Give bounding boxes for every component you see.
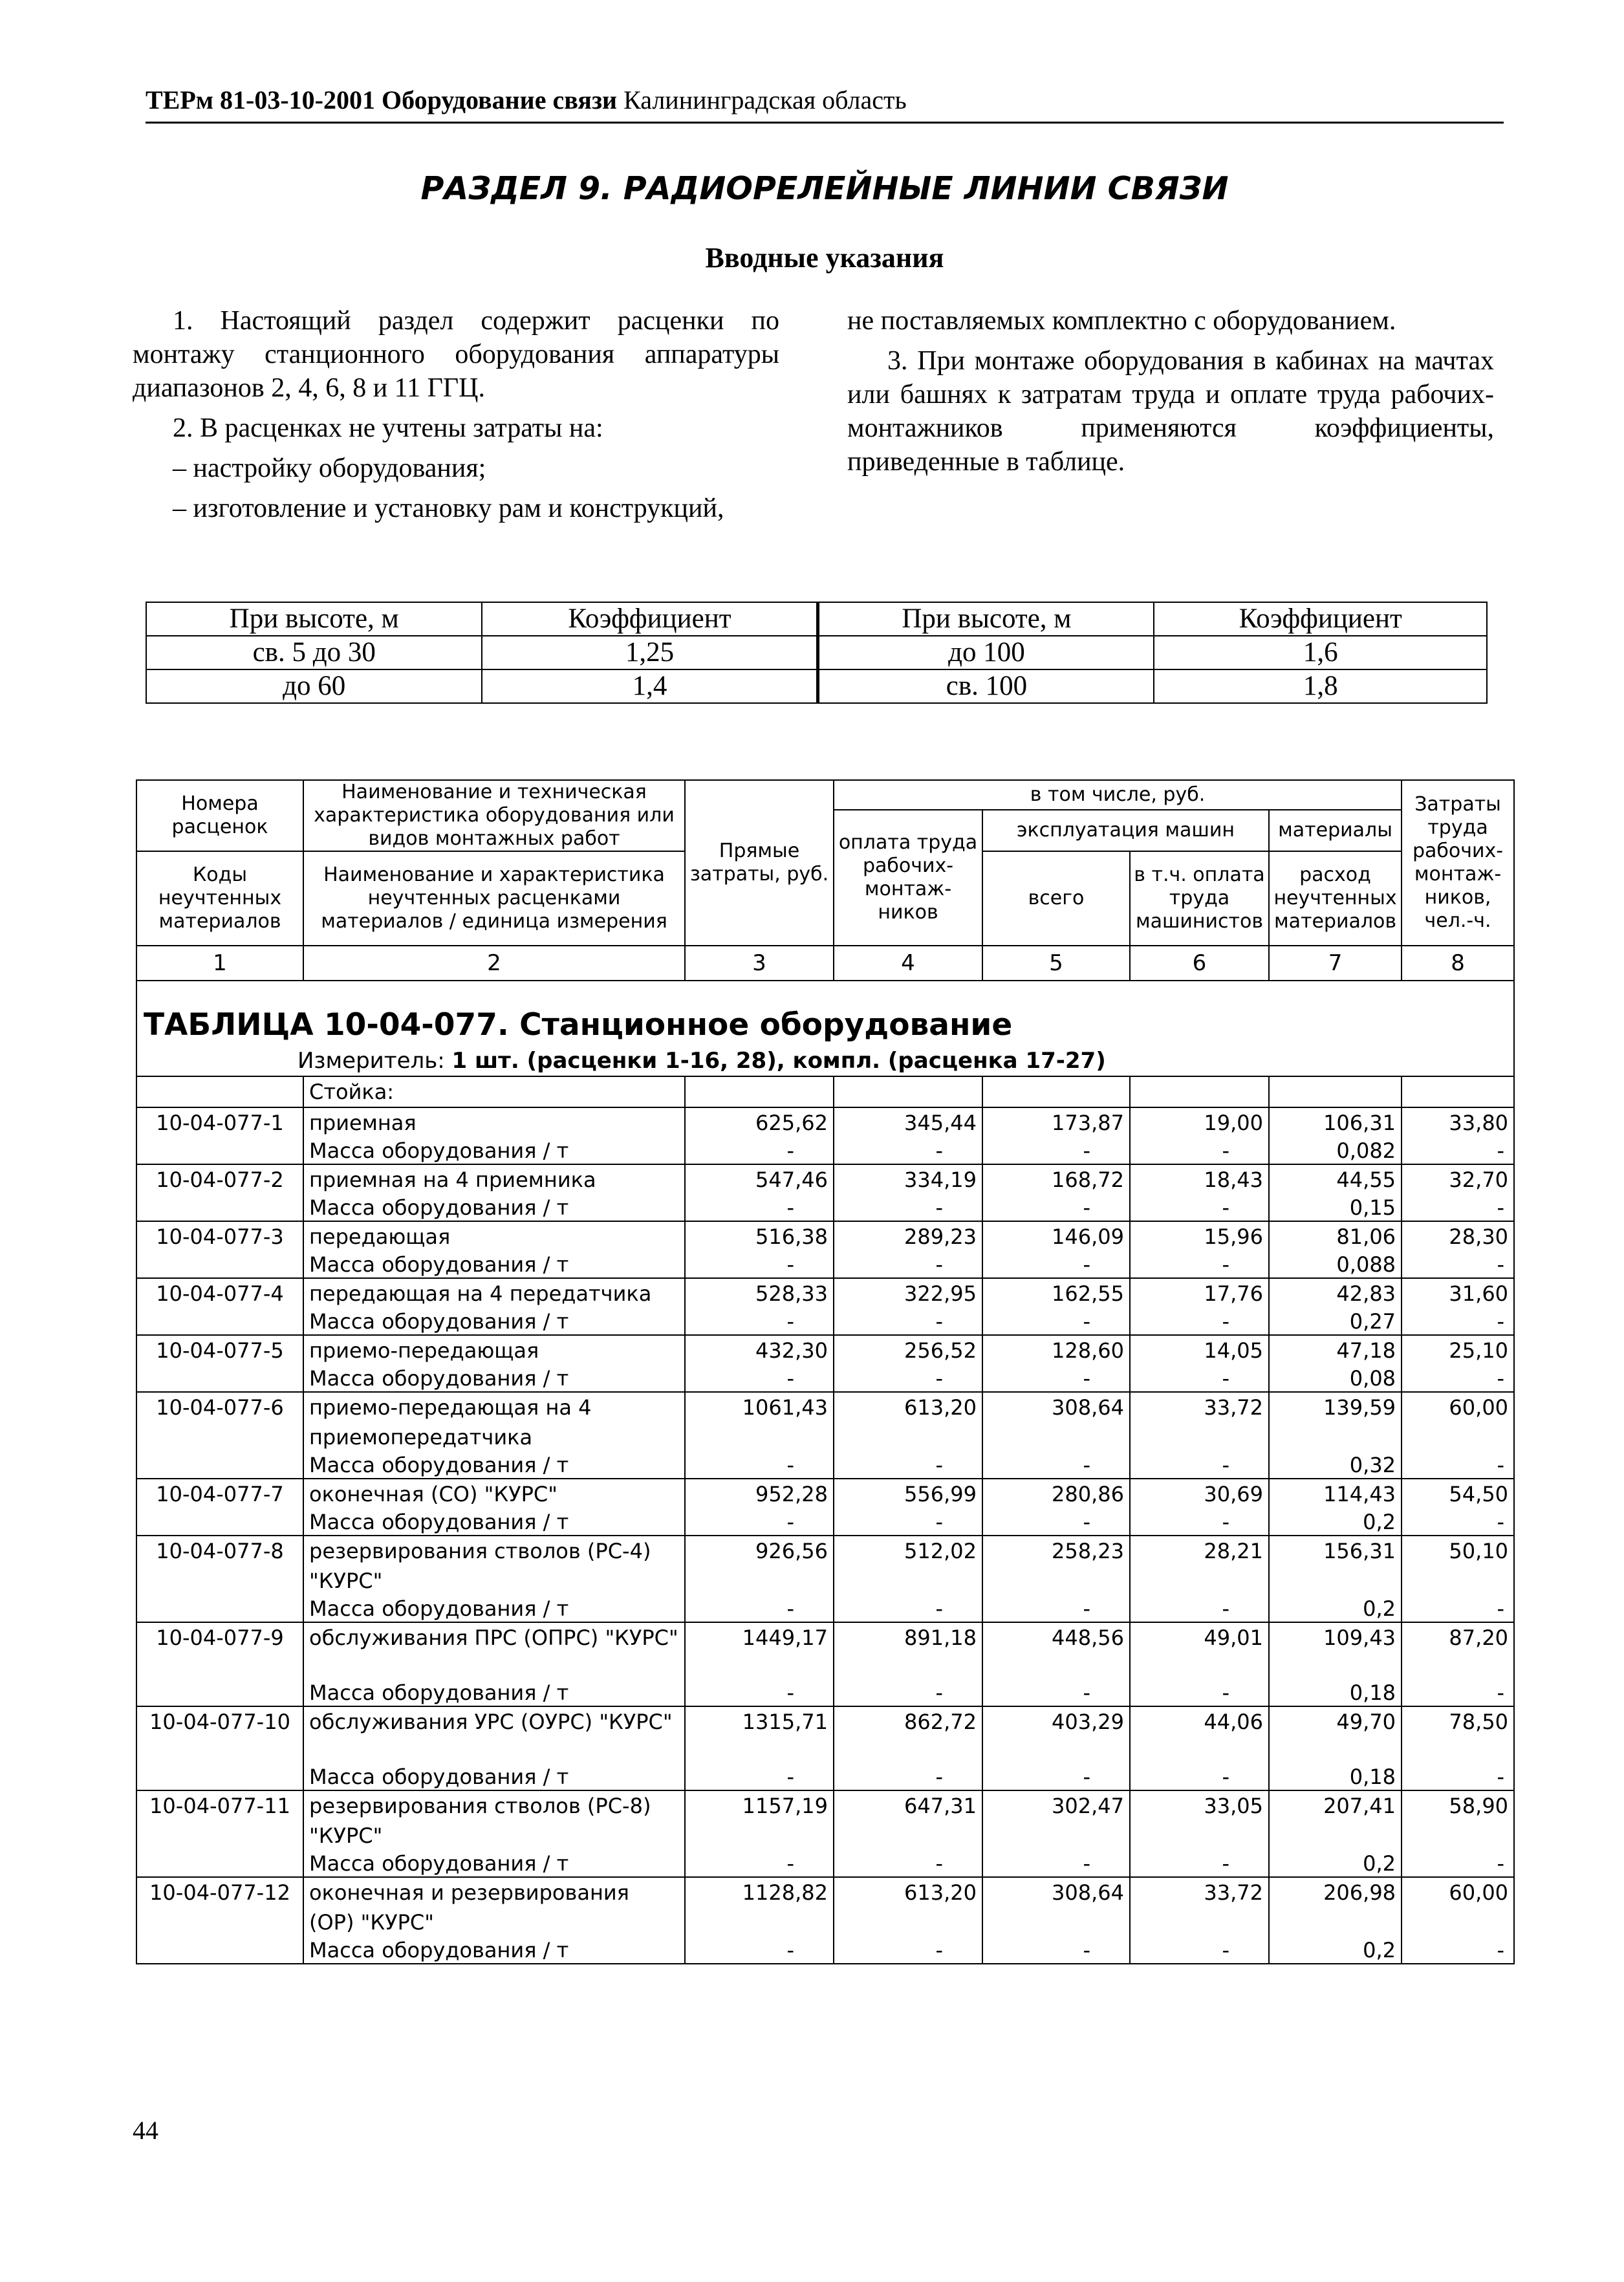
intro-paragraph-4: – изготовление и установку рам и конструкций,	[173, 494, 724, 523]
rate-labor: 50,10	[1402, 1536, 1514, 1596]
dash-cell: -	[1402, 1764, 1514, 1790]
rate-name: оконечная и резервирования (ОР) "КУРС"	[303, 1877, 685, 1937]
empty-cell	[136, 1764, 303, 1790]
header-codes: Коды неучтенных материалов	[136, 851, 303, 946]
rate-labor-pay: 256,52	[834, 1335, 982, 1365]
rate-machines: 162,55	[982, 1278, 1130, 1309]
mass-row	[136, 1309, 1514, 1335]
coefficient-table	[146, 602, 1488, 704]
empty-cell	[1269, 1076, 1402, 1107]
intro-paragraph-6: 3. При монтаже оборудования в кабинах на мачтах или башнях к затратам труда и оплате труда рабочих-монтажников применяются коэффициенты, приведенные в таблице.	[847, 346, 1494, 477]
intro-right-column	[847, 304, 1494, 479]
table-row	[136, 1706, 1514, 1764]
mass-label: Масса оборудования / т	[303, 1252, 685, 1278]
coef-header: Коэффициент	[1154, 602, 1487, 636]
measure-label: Измеритель:	[298, 1048, 445, 1074]
rate-machines: 308,64	[982, 1392, 1130, 1452]
coef-header: При высоте, м	[146, 602, 482, 636]
rate-direct: 1315,71	[685, 1706, 834, 1764]
rate-name: оконечная (СО) "КУРС"	[303, 1479, 685, 1509]
rate-name: обслуживания ПРС (ОПРС) "КУРС"	[303, 1622, 685, 1680]
dash-cell: -	[1130, 1195, 1269, 1221]
table-row	[136, 1107, 1514, 1138]
rate-direct: 1157,19	[685, 1790, 834, 1851]
coef-cell: 1,4	[482, 669, 818, 703]
header-direct: Прямые затраты, руб.	[685, 780, 834, 946]
header-labor: Затраты труда рабочих-монтаж-ников, чел.-ч.	[1402, 780, 1514, 946]
rate-labor: 87,20	[1402, 1622, 1514, 1680]
dash-cell: -	[1130, 1509, 1269, 1536]
rate-machinists: 17,76	[1130, 1278, 1269, 1309]
rate-code: 10-04-077-9	[136, 1622, 303, 1680]
rate-mass: 0,15	[1269, 1195, 1402, 1221]
header-subject: Оборудование связи	[382, 85, 618, 114]
rate-labor-pay: 322,95	[834, 1278, 982, 1309]
dash-cell: -	[982, 1596, 1130, 1622]
header-region: Калининградская область	[623, 85, 907, 114]
mass-label: Масса оборудования / т	[303, 1365, 685, 1392]
rate-mass: 0,2	[1269, 1509, 1402, 1536]
mass-row	[136, 1596, 1514, 1622]
empty-cell	[136, 1309, 303, 1335]
empty-cell	[136, 1851, 303, 1877]
rate-code: 10-04-077-3	[136, 1221, 303, 1252]
rate-materials: 44,55	[1269, 1164, 1402, 1195]
intro-paragraph-5: не поставляемых комплектно с оборудованием.	[847, 306, 1396, 336]
rate-labor: 60,00	[1402, 1877, 1514, 1937]
table-title: ТАБЛИЦА 10-04-077. Станционное оборудование	[144, 1007, 1013, 1043]
rate-code: 10-04-077-6	[136, 1392, 303, 1452]
table-row	[136, 1164, 1514, 1195]
rate-direct: 1449,17	[685, 1622, 834, 1680]
intro-paragraph-3: – настройку оборудования;	[173, 453, 486, 483]
dash-cell: -	[1130, 1851, 1269, 1877]
rate-name: приемная	[303, 1107, 685, 1138]
rate-labor-pay: 512,02	[834, 1536, 982, 1596]
dash-cell: -	[982, 1851, 1130, 1877]
dash-cell: -	[1130, 1452, 1269, 1479]
rate-labor: 33,80	[1402, 1107, 1514, 1138]
header-row	[136, 780, 1514, 810]
rate-materials: 156,31	[1269, 1536, 1402, 1596]
rate-labor: 58,90	[1402, 1790, 1514, 1851]
intro-paragraph-1: 1. Настоящий раздел содержит расценки по монтажу станционного оборудования аппаратуры диапазонов 2, 4, 6, 8 и 11 ГГЦ.	[133, 306, 779, 403]
group-label: Стойка:	[303, 1076, 685, 1107]
rate-labor-pay: 334,19	[834, 1164, 982, 1195]
dash-cell: -	[982, 1452, 1130, 1479]
dash-cell: -	[685, 1596, 834, 1622]
empty-cell	[136, 1195, 303, 1221]
empty-cell	[1402, 1076, 1514, 1107]
dash-cell: -	[834, 1252, 982, 1278]
running-header	[146, 84, 1504, 124]
rate-name: обслуживания УРС (ОУРС) "КУРС"	[303, 1706, 685, 1764]
dash-cell: -	[685, 1764, 834, 1790]
mass-label: Масса оборудования / т	[303, 1680, 685, 1706]
rate-materials: 47,18	[1269, 1335, 1402, 1365]
rate-direct: 516,38	[685, 1221, 834, 1252]
dash-cell: -	[1402, 1195, 1514, 1221]
rate-direct: 625,62	[685, 1107, 834, 1138]
rates-table-body	[136, 1107, 1514, 1964]
header-number: Номера расценок	[136, 780, 303, 851]
dash-cell: -	[1402, 1596, 1514, 1622]
column-number: 7	[1269, 946, 1402, 981]
dash-cell: -	[1402, 1138, 1514, 1164]
rate-mass: 0,082	[1269, 1138, 1402, 1164]
measure-value: 1 шт. (расценки 1-16, 28), компл. (расценка 17-27)	[451, 1048, 1106, 1074]
rate-machinists: 33,05	[1130, 1790, 1269, 1851]
rate-direct: 528,33	[685, 1278, 834, 1309]
rate-machinists: 28,21	[1130, 1536, 1269, 1596]
dash-cell: -	[1402, 1937, 1514, 1964]
mass-label: Масса оборудования / т	[303, 1452, 685, 1479]
coef-header: При высоте, м	[818, 602, 1154, 636]
mass-row	[136, 1764, 1514, 1790]
column-number: 3	[685, 946, 834, 981]
rate-machines: 448,56	[982, 1622, 1130, 1680]
page-number: 44	[133, 2116, 158, 2145]
dash-cell: -	[685, 1509, 834, 1536]
dash-cell: -	[685, 1309, 834, 1335]
rate-machinists: 33,72	[1130, 1392, 1269, 1452]
empty-cell	[136, 1252, 303, 1278]
rate-machines: 280,86	[982, 1479, 1130, 1509]
dash-cell: -	[685, 1252, 834, 1278]
section-title: РАЗДЕЛ 9. РАДИОРЕЛЕЙНЫЕ ЛИНИИ СВЯЗИ	[420, 170, 1229, 207]
rate-machinists: 15,96	[1130, 1221, 1269, 1252]
coef-cell: 1,8	[1154, 669, 1487, 703]
column-number: 6	[1130, 946, 1269, 981]
rate-materials: 207,41	[1269, 1790, 1402, 1851]
empty-cell	[136, 1937, 303, 1964]
header-materials-sub: расход неучтенных материалов	[1269, 851, 1402, 946]
table-row	[136, 1479, 1514, 1509]
rate-direct: 547,46	[685, 1164, 834, 1195]
table-row	[136, 1790, 1514, 1851]
rate-machines: 258,23	[982, 1536, 1130, 1596]
rate-machines: 173,87	[982, 1107, 1130, 1138]
coef-cell: 1,6	[1154, 636, 1487, 669]
mass-label: Масса оборудования / т	[303, 1195, 685, 1221]
dash-cell: -	[982, 1680, 1130, 1706]
header-name: Наименование и техническая характеристика оборудования или видов монтажных работ	[303, 780, 685, 851]
empty-cell	[982, 1076, 1130, 1107]
rate-labor: 31,60	[1402, 1278, 1514, 1309]
rate-machines: 302,47	[982, 1790, 1130, 1851]
rate-materials: 114,43	[1269, 1479, 1402, 1509]
empty-cell	[834, 1076, 982, 1107]
rate-name: приемо-передающая	[303, 1335, 685, 1365]
dash-cell: -	[834, 1680, 982, 1706]
dash-cell: -	[1130, 1252, 1269, 1278]
column-number: 4	[834, 946, 982, 981]
table-row	[136, 1392, 1514, 1452]
column-number: 5	[982, 946, 1130, 981]
intro-title: Вводные указания	[705, 242, 944, 274]
dash-cell: -	[834, 1937, 982, 1964]
dash-cell: -	[834, 1195, 982, 1221]
rate-name: приемная на 4 приемника	[303, 1164, 685, 1195]
rate-direct: 1061,43	[685, 1392, 834, 1452]
mass-row	[136, 1138, 1514, 1164]
intro-left-column	[133, 304, 779, 525]
dash-cell: -	[834, 1596, 982, 1622]
dash-cell: -	[834, 1452, 982, 1479]
dash-cell: -	[685, 1452, 834, 1479]
rate-direct: 926,56	[685, 1536, 834, 1596]
header-machinists: в т.ч. оплата труда машинистов	[1130, 851, 1269, 946]
dash-cell: -	[982, 1509, 1130, 1536]
coef-header-row	[146, 602, 1487, 636]
dash-cell: -	[834, 1764, 982, 1790]
header-materials: материалы	[1269, 810, 1402, 851]
mass-label: Масса оборудования / т	[303, 1309, 685, 1335]
rate-code: 10-04-077-1	[136, 1107, 303, 1138]
dash-cell: -	[1402, 1509, 1514, 1536]
dash-cell: -	[982, 1365, 1130, 1392]
dash-cell: -	[982, 1937, 1130, 1964]
column-number: 8	[1402, 946, 1514, 981]
dash-cell: -	[685, 1138, 834, 1164]
rate-labor-pay: 345,44	[834, 1107, 982, 1138]
rate-machinists: 49,01	[1130, 1622, 1269, 1680]
table-row	[136, 1536, 1514, 1596]
mass-row	[136, 1509, 1514, 1536]
rate-labor-pay: 891,18	[834, 1622, 982, 1680]
rate-machinists: 44,06	[1130, 1706, 1269, 1764]
rate-labor: 28,30	[1402, 1221, 1514, 1252]
mass-row	[136, 1452, 1514, 1479]
table-measure	[137, 1046, 1513, 1076]
table-row	[136, 1622, 1514, 1680]
header-including: в том числе, руб.	[834, 780, 1402, 810]
mass-row	[136, 1851, 1514, 1877]
rate-code: 10-04-077-11	[136, 1790, 303, 1851]
rate-name: приемо-передающая на 4 приемопередатчика	[303, 1392, 685, 1452]
rate-name: передающая на 4 передатчика	[303, 1278, 685, 1309]
empty-cell	[136, 1680, 303, 1706]
rate-labor-pay: 289,23	[834, 1221, 982, 1252]
mass-row	[136, 1937, 1514, 1964]
rate-mass: 0,088	[1269, 1252, 1402, 1278]
rate-materials: 106,31	[1269, 1107, 1402, 1138]
dash-cell: -	[1402, 1851, 1514, 1877]
rate-materials: 42,83	[1269, 1278, 1402, 1309]
table-title-cell	[136, 981, 1514, 1076]
dash-cell: -	[834, 1509, 982, 1536]
dash-cell: -	[1130, 1309, 1269, 1335]
header-name-2: Наименование и характеристика неучтенных расценками материалов / единица измерения	[303, 851, 685, 946]
rate-code: 10-04-077-2	[136, 1164, 303, 1195]
dash-cell: -	[834, 1138, 982, 1164]
dash-cell: -	[834, 1851, 982, 1877]
rate-materials: 109,43	[1269, 1622, 1402, 1680]
rate-labor-pay: 647,31	[834, 1790, 982, 1851]
table-row	[136, 1877, 1514, 1937]
mass-label: Масса оборудования / т	[303, 1596, 685, 1622]
dash-cell: -	[1130, 1680, 1269, 1706]
header-total: всего	[982, 851, 1130, 946]
coef-cell: до 60	[146, 669, 482, 703]
empty-cell	[136, 1076, 303, 1107]
dash-cell: -	[1130, 1596, 1269, 1622]
coef-header: Коэффициент	[482, 602, 818, 636]
coef-cell: до 100	[818, 636, 1154, 669]
dash-cell: -	[685, 1680, 834, 1706]
group-row	[136, 1076, 1514, 1107]
dash-cell: -	[1130, 1365, 1269, 1392]
empty-cell	[136, 1138, 303, 1164]
rate-mass: 0,2	[1269, 1596, 1402, 1622]
table-row	[136, 1335, 1514, 1365]
dash-cell: -	[1130, 1764, 1269, 1790]
rate-labor: 25,10	[1402, 1335, 1514, 1365]
rate-mass: 0,18	[1269, 1764, 1402, 1790]
coef-row	[146, 636, 1487, 669]
empty-cell	[136, 1509, 303, 1536]
rate-machines: 128,60	[982, 1335, 1130, 1365]
rate-materials: 206,98	[1269, 1877, 1402, 1937]
rate-labor: 32,70	[1402, 1164, 1514, 1195]
rate-materials: 81,06	[1269, 1221, 1402, 1252]
rate-name: резервирования стволов (РС-8) "КУРС"	[303, 1790, 685, 1851]
empty-cell	[136, 1365, 303, 1392]
dash-cell: -	[982, 1195, 1130, 1221]
dash-cell: -	[982, 1252, 1130, 1278]
mass-label: Масса оборудования / т	[303, 1509, 685, 1536]
rate-mass: 0,08	[1269, 1365, 1402, 1392]
mass-row	[136, 1252, 1514, 1278]
empty-cell	[136, 1596, 303, 1622]
dash-cell: -	[982, 1309, 1130, 1335]
rate-name: передающая	[303, 1221, 685, 1252]
rate-code: 10-04-077-8	[136, 1536, 303, 1596]
rate-materials: 49,70	[1269, 1706, 1402, 1764]
table-row	[136, 1221, 1514, 1252]
mass-label: Масса оборудования / т	[303, 1851, 685, 1877]
rate-machinists: 18,43	[1130, 1164, 1269, 1195]
empty-cell	[136, 1452, 303, 1479]
rate-direct: 1128,82	[685, 1877, 834, 1937]
mass-label: Масса оборудования / т	[303, 1138, 685, 1164]
header-labor-pay: оплата труда рабочих-монтаж-ников	[834, 810, 982, 946]
rate-machines: 308,64	[982, 1877, 1130, 1937]
dash-cell: -	[685, 1195, 834, 1221]
header-code: ТЕРм 81-03-10-2001	[146, 85, 375, 114]
column-number: 1	[136, 946, 303, 981]
dash-cell: -	[1130, 1937, 1269, 1964]
rate-materials: 139,59	[1269, 1392, 1402, 1452]
coef-cell: св. 5 до 30	[146, 636, 482, 669]
intro-paragraph-2: 2. В расценках не учтены затраты на:	[173, 413, 603, 443]
mass-row	[136, 1365, 1514, 1392]
dash-cell: -	[834, 1365, 982, 1392]
rates-table	[136, 779, 1515, 1964]
dash-cell: -	[685, 1937, 834, 1964]
dash-cell: -	[1130, 1138, 1269, 1164]
rate-labor-pay: 862,72	[834, 1706, 982, 1764]
rate-machinists: 33,72	[1130, 1877, 1269, 1937]
coef-row	[146, 669, 1487, 703]
rate-labor-pay: 613,20	[834, 1392, 982, 1452]
rate-labor-pay: 613,20	[834, 1877, 982, 1937]
dash-cell: -	[1402, 1680, 1514, 1706]
rate-labor-pay: 556,99	[834, 1479, 982, 1509]
column-numbers-row	[136, 946, 1514, 981]
rate-machines: 168,72	[982, 1164, 1130, 1195]
column-number: 2	[303, 946, 685, 981]
rate-mass: 0,18	[1269, 1680, 1402, 1706]
table-title-row	[136, 981, 1514, 1076]
rate-machinists: 30,69	[1130, 1479, 1269, 1509]
rate-machinists: 14,05	[1130, 1335, 1269, 1365]
mass-label: Масса оборудования / т	[303, 1937, 685, 1964]
rate-labor: 78,50	[1402, 1706, 1514, 1764]
mass-label: Масса оборудования / т	[303, 1764, 685, 1790]
dash-cell: -	[1402, 1452, 1514, 1479]
coef-cell: 1,25	[482, 636, 818, 669]
rate-mass: 0,32	[1269, 1452, 1402, 1479]
mass-row	[136, 1680, 1514, 1706]
rate-code: 10-04-077-5	[136, 1335, 303, 1365]
dash-cell: -	[834, 1309, 982, 1335]
rate-machines: 146,09	[982, 1221, 1130, 1252]
coef-cell: св. 100	[818, 669, 1154, 703]
header-machines: эксплуатация машин	[982, 810, 1269, 851]
rate-labor: 54,50	[1402, 1479, 1514, 1509]
rate-direct: 952,28	[685, 1479, 834, 1509]
rate-code: 10-04-077-12	[136, 1877, 303, 1937]
rate-mass: 0,27	[1269, 1309, 1402, 1335]
rate-direct: 432,30	[685, 1335, 834, 1365]
rate-labor: 60,00	[1402, 1392, 1514, 1452]
rate-code: 10-04-077-10	[136, 1706, 303, 1764]
mass-row	[136, 1195, 1514, 1221]
dash-cell: -	[1402, 1252, 1514, 1278]
rate-mass: 0,2	[1269, 1937, 1402, 1964]
empty-cell	[1130, 1076, 1269, 1107]
rate-code: 10-04-077-4	[136, 1278, 303, 1309]
rate-machines: 403,29	[982, 1706, 1130, 1764]
empty-cell	[685, 1076, 834, 1107]
rate-code: 10-04-077-7	[136, 1479, 303, 1509]
dash-cell: -	[685, 1851, 834, 1877]
dash-cell: -	[685, 1365, 834, 1392]
dash-cell: -	[1402, 1365, 1514, 1392]
dash-cell: -	[982, 1138, 1130, 1164]
dash-cell: -	[982, 1764, 1130, 1790]
rate-name: резервирования стволов (РС-4) "КУРС"	[303, 1536, 685, 1596]
rate-mass: 0,2	[1269, 1851, 1402, 1877]
dash-cell: -	[1402, 1309, 1514, 1335]
table-row	[136, 1278, 1514, 1309]
rate-machinists: 19,00	[1130, 1107, 1269, 1138]
